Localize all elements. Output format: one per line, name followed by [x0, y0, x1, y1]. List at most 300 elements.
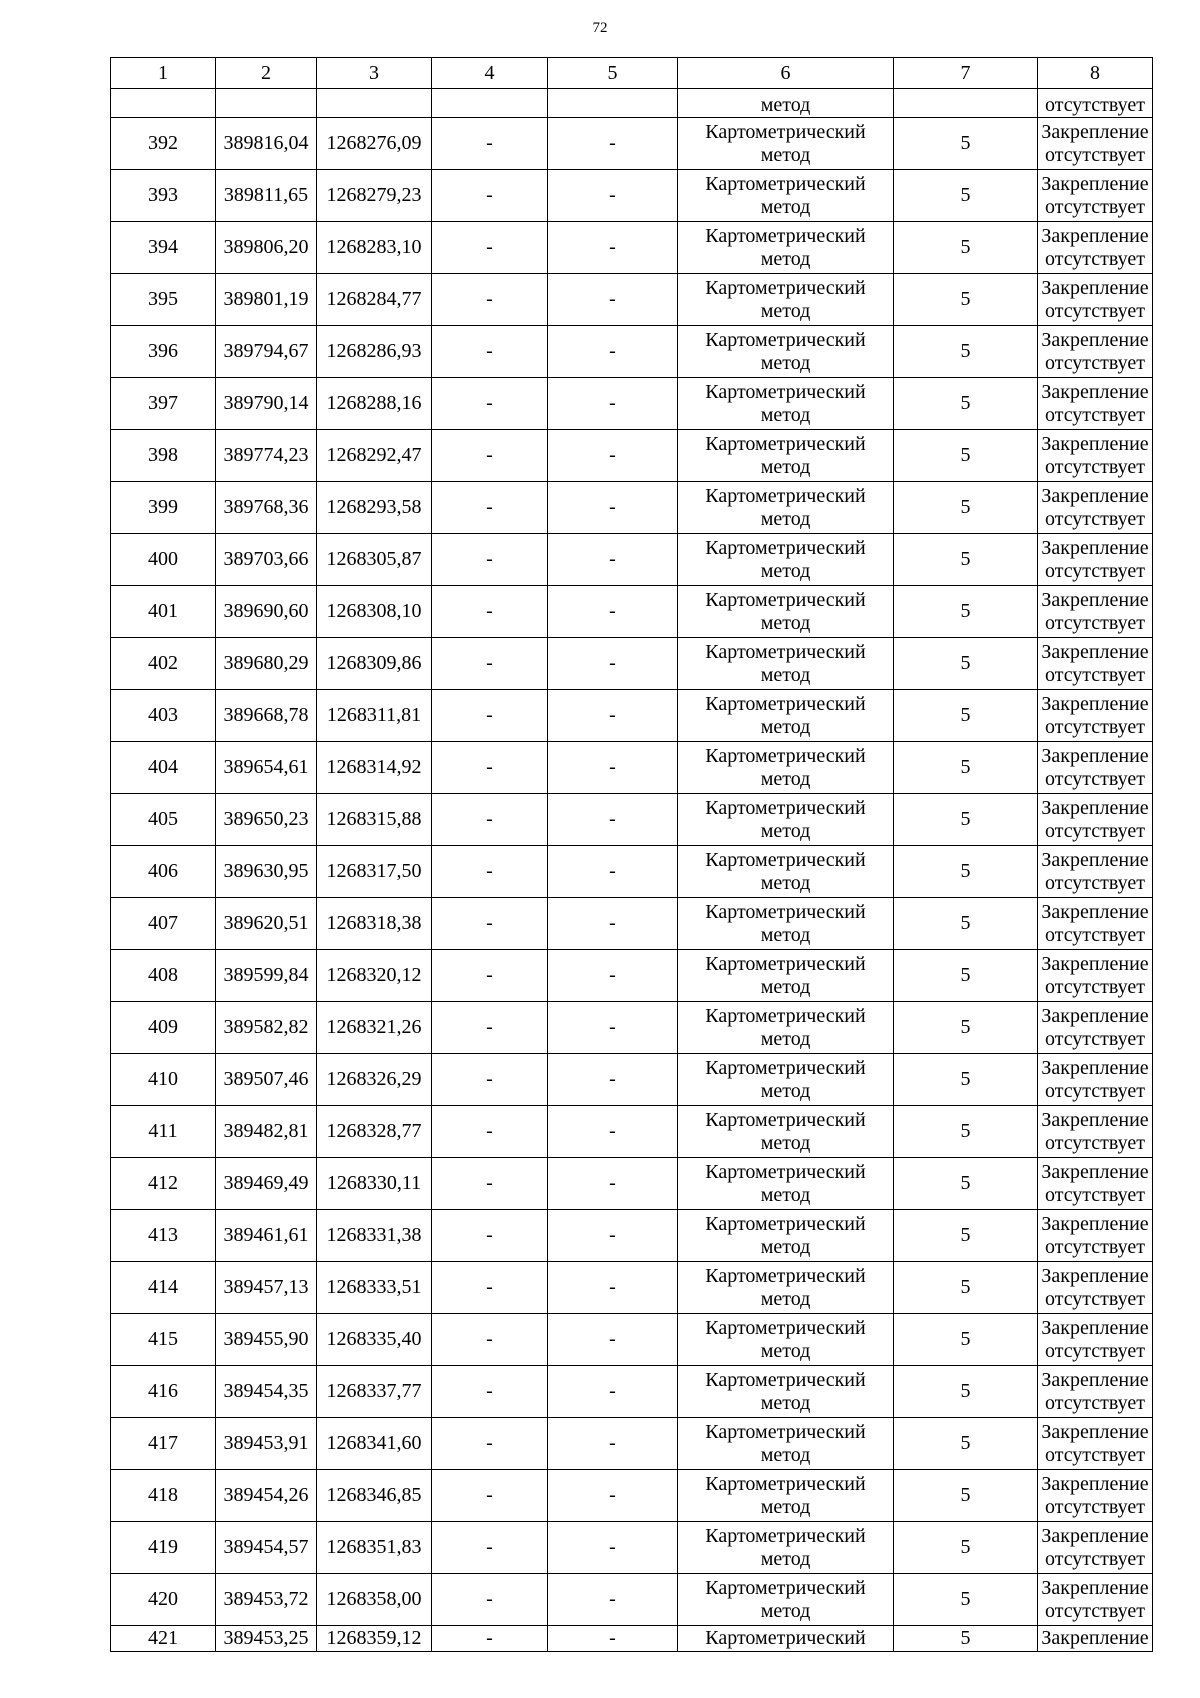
fixation-cell [1038, 170, 1153, 222]
point-number-cell: 421 [111, 1626, 216, 1652]
y-coordinate-cell: 1268288,16 [317, 378, 432, 430]
method-line2: метод [760, 143, 811, 166]
x-coordinate-cell: 389790,14 [216, 378, 317, 430]
point-number-cell: 397 [111, 378, 216, 430]
method-line1: Картометрический [705, 1160, 866, 1183]
dash-cell: - [432, 846, 548, 898]
fixation-cell [1038, 794, 1153, 846]
dash-cell: - [548, 170, 678, 222]
method-cell [678, 170, 894, 222]
y-coordinate-cell: 1268311,81 [317, 690, 432, 742]
method-line1: Картометрический [705, 536, 866, 559]
dash-cell: - [432, 1262, 548, 1314]
dash-cell: - [548, 846, 678, 898]
fixation-cell: отсутствует [1038, 89, 1153, 118]
point-number-cell: 396 [111, 326, 216, 378]
y-coordinate-cell: 1268284,77 [317, 274, 432, 326]
dash-cell: - [432, 1054, 548, 1106]
method-line2: метод [760, 1027, 811, 1050]
empty-cell [111, 89, 216, 118]
x-coordinate-cell: 389703,66 [216, 534, 317, 586]
method-line2: метод [760, 403, 811, 426]
fixation-line2: отсутствует [1044, 247, 1146, 270]
method-line1: Картометрический [705, 276, 866, 299]
point-number-cell: 398 [111, 430, 216, 482]
method-line1: Картометрический [705, 1004, 866, 1027]
accuracy-cell: 5 [894, 274, 1038, 326]
table-row-last [111, 1626, 1153, 1652]
accuracy-cell: 5 [894, 1158, 1038, 1210]
method-line2: метод [760, 1391, 811, 1414]
fixation-cell [1038, 430, 1153, 482]
accuracy-cell: 5 [894, 1574, 1038, 1626]
table-row [111, 274, 1153, 326]
fixation-line2: отсутствует [1044, 351, 1146, 374]
x-coordinate-cell: 389620,51 [216, 898, 317, 950]
point-number-cell: 407 [111, 898, 216, 950]
table-row [111, 742, 1153, 794]
point-number-cell: 395 [111, 274, 216, 326]
x-coordinate-cell: 389599,84 [216, 950, 317, 1002]
method-cell [678, 222, 894, 274]
table-row [111, 1366, 1153, 1418]
table-row [111, 690, 1153, 742]
point-number-cell: 394 [111, 222, 216, 274]
table-row [111, 534, 1153, 586]
fixation-line2: отсутствует [1044, 923, 1146, 946]
y-coordinate-cell: 1268335,40 [317, 1314, 432, 1366]
header-cell: 6 [678, 58, 894, 89]
fixation-cell [1038, 1314, 1153, 1366]
table-row [111, 1574, 1153, 1626]
accuracy-cell: 5 [894, 170, 1038, 222]
accuracy-cell: 5 [894, 586, 1038, 638]
method-cell [678, 586, 894, 638]
table-row [111, 1106, 1153, 1158]
fixation-cell [1038, 1574, 1153, 1626]
x-coordinate-cell: 389582,82 [216, 1002, 317, 1054]
x-coordinate-cell: 389801,19 [216, 274, 317, 326]
fixation-line2: отсутствует [1044, 1495, 1146, 1518]
fixation-line1: Закрепление [1041, 172, 1149, 195]
fixation-line2: отсутствует [1044, 195, 1146, 218]
fixation-line1: Закрепление [1041, 484, 1149, 507]
method-line1: Картометрический [705, 692, 866, 715]
method-cell [678, 690, 894, 742]
method-line2: метод [760, 663, 811, 686]
fixation-cell [1038, 1106, 1153, 1158]
dash-cell: - [432, 1522, 548, 1574]
fixation-line2: отсутствует [1044, 455, 1146, 478]
dash-cell: - [432, 690, 548, 742]
fixation-cell [1038, 1470, 1153, 1522]
point-number-cell: 413 [111, 1210, 216, 1262]
dash-cell: - [548, 586, 678, 638]
method-line1: Картометрический [705, 1420, 866, 1443]
point-number-cell: 406 [111, 846, 216, 898]
method-line2: метод [760, 247, 811, 270]
dash-cell: - [548, 118, 678, 170]
method-line1: Картометрический [705, 796, 866, 819]
fixation-line1: Закрепление [1041, 276, 1149, 299]
fixation-line1: Закрепление [1041, 952, 1149, 975]
method-line1: Картометрический [705, 484, 866, 507]
continued-row [111, 89, 1153, 118]
x-coordinate-cell: 389453,72 [216, 1574, 317, 1626]
dash-cell: - [432, 222, 548, 274]
accuracy-cell: 5 [894, 1002, 1038, 1054]
dash-cell: - [432, 1106, 548, 1158]
point-number-cell: 403 [111, 690, 216, 742]
fixation-line2: отсутствует [1044, 1287, 1146, 1310]
method-cell [678, 430, 894, 482]
x-coordinate-cell: 389482,81 [216, 1106, 317, 1158]
dash-cell: - [432, 1626, 548, 1652]
y-coordinate-cell: 1268359,12 [317, 1626, 432, 1652]
fixation-cell [1038, 1210, 1153, 1262]
method-line1: Картометрический [705, 432, 866, 455]
method-cell [678, 1366, 894, 1418]
accuracy-cell: 5 [894, 1626, 1038, 1652]
method-line1: Картометрический [705, 1368, 866, 1391]
fixation-line2: отсутствует [1044, 1027, 1146, 1050]
accuracy-cell: 5 [894, 690, 1038, 742]
method-line1: Картометрический [705, 1108, 866, 1131]
fixation-line2: отсутствует [1044, 715, 1146, 738]
table-row [111, 1158, 1153, 1210]
table-row [111, 1314, 1153, 1366]
fixation-line2: отсутствует [1044, 871, 1146, 894]
fixation-cell [1038, 1158, 1153, 1210]
fixation-line1: Закрепление [1041, 1212, 1149, 1235]
method-line1: Картометрический [705, 900, 866, 923]
fixation-cell [1038, 222, 1153, 274]
fixation-line2: отсутствует [1044, 1443, 1146, 1466]
method-line2: метод [760, 975, 811, 998]
method-cell [678, 742, 894, 794]
method-line2: метод [760, 1599, 811, 1622]
x-coordinate-cell: 389680,29 [216, 638, 317, 690]
dash-cell: - [548, 1522, 678, 1574]
method-line2: метод [760, 1495, 811, 1518]
accuracy-cell: 5 [894, 950, 1038, 1002]
fixation-line1: Закрепление [1041, 1160, 1149, 1183]
empty-cell [894, 89, 1038, 118]
y-coordinate-cell: 1268326,29 [317, 1054, 432, 1106]
empty-cell [432, 89, 548, 118]
dash-cell: - [432, 378, 548, 430]
method-line2: метод [760, 1443, 811, 1466]
fixation-line1: Закрепление [1041, 1368, 1149, 1391]
method-line2: метод [760, 819, 811, 842]
method-cell [678, 1210, 894, 1262]
method-cell [678, 1262, 894, 1314]
fixation-cell [1038, 1418, 1153, 1470]
method-cell [678, 482, 894, 534]
table-row [111, 898, 1153, 950]
method-cell [678, 950, 894, 1002]
table-row [111, 430, 1153, 482]
method-line2: метод [760, 299, 811, 322]
accuracy-cell: 5 [894, 222, 1038, 274]
method-line2: метод [760, 507, 811, 530]
fixation-cell [1038, 1002, 1153, 1054]
y-coordinate-cell: 1268286,93 [317, 326, 432, 378]
table-row [111, 638, 1153, 690]
y-coordinate-cell: 1268317,50 [317, 846, 432, 898]
method-cell [678, 1106, 894, 1158]
method-cell [678, 1470, 894, 1522]
x-coordinate-cell: 389453,25 [216, 1626, 317, 1652]
accuracy-cell: 5 [894, 638, 1038, 690]
method-line2: метод [760, 1547, 811, 1570]
table-row [111, 586, 1153, 638]
y-coordinate-cell: 1268279,23 [317, 170, 432, 222]
point-number-cell: 405 [111, 794, 216, 846]
method-line1: Картометрический [705, 588, 866, 611]
x-coordinate-cell: 389461,61 [216, 1210, 317, 1262]
fixation-line2: отсутствует [1044, 975, 1146, 998]
dash-cell: - [548, 534, 678, 586]
table-row [111, 1522, 1153, 1574]
y-coordinate-cell: 1268308,10 [317, 586, 432, 638]
fixation-line2: отсутствует [1044, 559, 1146, 582]
point-number-cell: 416 [111, 1366, 216, 1418]
y-coordinate-cell: 1268315,88 [317, 794, 432, 846]
method-line2: метод [760, 871, 811, 894]
dash-cell: - [548, 1626, 678, 1652]
page-number: 72 [592, 20, 608, 36]
fixation-line2: отсутствует [1044, 1131, 1146, 1154]
fixation-line2: отсутствует [1044, 1235, 1146, 1258]
dash-cell: - [432, 638, 548, 690]
y-coordinate-cell: 1268337,77 [317, 1366, 432, 1418]
table-row [111, 794, 1153, 846]
x-coordinate-cell: 389507,46 [216, 1054, 317, 1106]
method-cell [678, 378, 894, 430]
x-coordinate-cell: 389768,36 [216, 482, 317, 534]
accuracy-cell: 5 [894, 1262, 1038, 1314]
dash-cell: - [548, 1054, 678, 1106]
method-line1: Картометрический [705, 952, 866, 975]
dash-cell: - [548, 1106, 678, 1158]
method-line2: метод [760, 923, 811, 946]
fixation-line2: отсутствует [1044, 611, 1146, 634]
dash-cell: - [548, 1262, 678, 1314]
dash-cell: - [548, 638, 678, 690]
fixation-line2: отсутствует [1044, 663, 1146, 686]
accuracy-cell: 5 [894, 1522, 1038, 1574]
y-coordinate-cell: 1268305,87 [317, 534, 432, 586]
fixation-line2: отсутствует [1044, 1339, 1146, 1362]
method-cell [678, 326, 894, 378]
accuracy-cell: 5 [894, 534, 1038, 586]
table-row [111, 378, 1153, 430]
dash-cell: - [432, 430, 548, 482]
y-coordinate-cell: 1268283,10 [317, 222, 432, 274]
fixation-line1: Закрепление [1041, 1108, 1149, 1131]
x-coordinate-cell: 389806,20 [216, 222, 317, 274]
fixation-cell [1038, 950, 1153, 1002]
table-row [111, 482, 1153, 534]
method-line2: метод [760, 455, 811, 478]
table-row [111, 1418, 1153, 1470]
table-row [111, 326, 1153, 378]
y-coordinate-cell: 1268318,38 [317, 898, 432, 950]
fixation-line2: отсутствует [1044, 299, 1146, 322]
dash-cell: - [432, 1574, 548, 1626]
fixation-line1: Закрепление [1041, 1316, 1149, 1339]
fixation-cell [1038, 1522, 1153, 1574]
accuracy-cell: 5 [894, 1314, 1038, 1366]
fixation-line2: отсутствует [1044, 403, 1146, 426]
y-coordinate-cell: 1268276,09 [317, 118, 432, 170]
table-row [111, 1054, 1153, 1106]
fixation-line2: отсутствует [1044, 1079, 1146, 1102]
dash-cell: - [548, 274, 678, 326]
method-line1: Картометрический [705, 224, 866, 247]
method-line2: метод [760, 611, 811, 634]
dash-cell: - [548, 690, 678, 742]
x-coordinate-cell: 389690,60 [216, 586, 317, 638]
method-line1: Картометрический [705, 1524, 866, 1547]
point-number-cell: 401 [111, 586, 216, 638]
dash-cell: - [548, 898, 678, 950]
point-number-cell: 412 [111, 1158, 216, 1210]
fixation-line1: Закрепление [1041, 1056, 1149, 1079]
point-number-cell: 418 [111, 1470, 216, 1522]
method-line2: метод [760, 559, 811, 582]
point-number-cell: 420 [111, 1574, 216, 1626]
dash-cell: - [548, 326, 678, 378]
method-line1: Картометрический [705, 1472, 866, 1495]
method-line2: метод [760, 195, 811, 218]
table-row [111, 1002, 1153, 1054]
y-coordinate-cell: 1268358,00 [317, 1574, 432, 1626]
method-line1: Картометрический [705, 744, 866, 767]
point-number-cell: 410 [111, 1054, 216, 1106]
method-line2: метод [760, 1183, 811, 1206]
dash-cell: - [432, 1470, 548, 1522]
dash-cell: - [548, 378, 678, 430]
method-line2: метод [760, 351, 811, 374]
empty-cell [548, 89, 678, 118]
dash-cell: - [548, 1574, 678, 1626]
accuracy-cell: 5 [894, 430, 1038, 482]
method-cell [678, 1158, 894, 1210]
dash-cell: - [548, 950, 678, 1002]
accuracy-cell: 5 [894, 482, 1038, 534]
x-coordinate-cell: 389654,61 [216, 742, 317, 794]
method-cell [678, 1418, 894, 1470]
header-cell: 1 [111, 58, 216, 89]
dash-cell: - [548, 794, 678, 846]
x-coordinate-cell: 389457,13 [216, 1262, 317, 1314]
fixation-cell [1038, 638, 1153, 690]
empty-cell [317, 89, 432, 118]
method-line1: Картометрический [705, 640, 866, 663]
fixation-line1: Закрепление [1041, 380, 1149, 403]
dash-cell: - [432, 1158, 548, 1210]
fixation-line2: отсутствует [1044, 143, 1146, 166]
dash-cell: - [432, 170, 548, 222]
fixation-line2: отсутствует [1044, 1183, 1146, 1206]
method-line2: метод [760, 715, 811, 738]
point-number-cell: 392 [111, 118, 216, 170]
method-cell [678, 1054, 894, 1106]
accuracy-cell: 5 [894, 378, 1038, 430]
header-cell: 7 [894, 58, 1038, 89]
fixation-line1: Закрепление [1041, 1472, 1149, 1495]
dash-cell: - [548, 430, 678, 482]
point-number-cell: 415 [111, 1314, 216, 1366]
fixation-line1: Закрепление [1041, 1576, 1149, 1599]
x-coordinate-cell: 389454,26 [216, 1470, 317, 1522]
method-cell [678, 274, 894, 326]
dash-cell: - [548, 482, 678, 534]
method-cell [678, 846, 894, 898]
x-coordinate-cell: 389774,23 [216, 430, 317, 482]
x-coordinate-cell: 389469,49 [216, 1158, 317, 1210]
fixation-line1: Закрепление [1041, 1524, 1149, 1547]
accuracy-cell: 5 [894, 1106, 1038, 1158]
method-line2: метод [760, 1287, 811, 1310]
method-line1: Картометрический [705, 1316, 866, 1339]
table-row [111, 222, 1153, 274]
header-cell: 5 [548, 58, 678, 89]
method-line1: Картометрический [705, 848, 866, 871]
y-coordinate-cell: 1268292,47 [317, 430, 432, 482]
fixation-line2: отсутствует [1044, 819, 1146, 842]
method-line2: метод [760, 1079, 811, 1102]
dash-cell: - [432, 1366, 548, 1418]
fixation-line1: Закрепление [1041, 1420, 1149, 1443]
y-coordinate-cell: 1268330,11 [317, 1158, 432, 1210]
dash-cell: - [432, 1418, 548, 1470]
header-cell: 8 [1038, 58, 1153, 89]
dash-cell: - [432, 326, 548, 378]
point-number-cell: 409 [111, 1002, 216, 1054]
fixation-cell [1038, 898, 1153, 950]
dash-cell: - [432, 742, 548, 794]
method-line2: метод [760, 1339, 811, 1362]
y-coordinate-cell: 1268341,60 [317, 1418, 432, 1470]
x-coordinate-cell: 389454,57 [216, 1522, 317, 1574]
y-coordinate-cell: 1268333,51 [317, 1262, 432, 1314]
dash-cell: - [432, 1002, 548, 1054]
method-line1: Картометрический [705, 1056, 866, 1079]
x-coordinate-cell: 389453,91 [216, 1418, 317, 1470]
table-row [111, 846, 1153, 898]
point-number-cell: 419 [111, 1522, 216, 1574]
method-line1: Картометрический [705, 1576, 866, 1599]
accuracy-cell: 5 [894, 1418, 1038, 1470]
y-coordinate-cell: 1268293,58 [317, 482, 432, 534]
fixation-line1: Закрепление [1041, 536, 1149, 559]
header-cell: 4 [432, 58, 548, 89]
point-number-cell: 411 [111, 1106, 216, 1158]
accuracy-cell: 5 [894, 794, 1038, 846]
fixation-cell [1038, 586, 1153, 638]
method-cell [678, 1314, 894, 1366]
method-cell [678, 638, 894, 690]
method-cell [678, 118, 894, 170]
point-number-cell: 404 [111, 742, 216, 794]
point-number-cell: 402 [111, 638, 216, 690]
point-number-cell: 408 [111, 950, 216, 1002]
dash-cell: - [548, 1418, 678, 1470]
y-coordinate-cell: 1268351,83 [317, 1522, 432, 1574]
